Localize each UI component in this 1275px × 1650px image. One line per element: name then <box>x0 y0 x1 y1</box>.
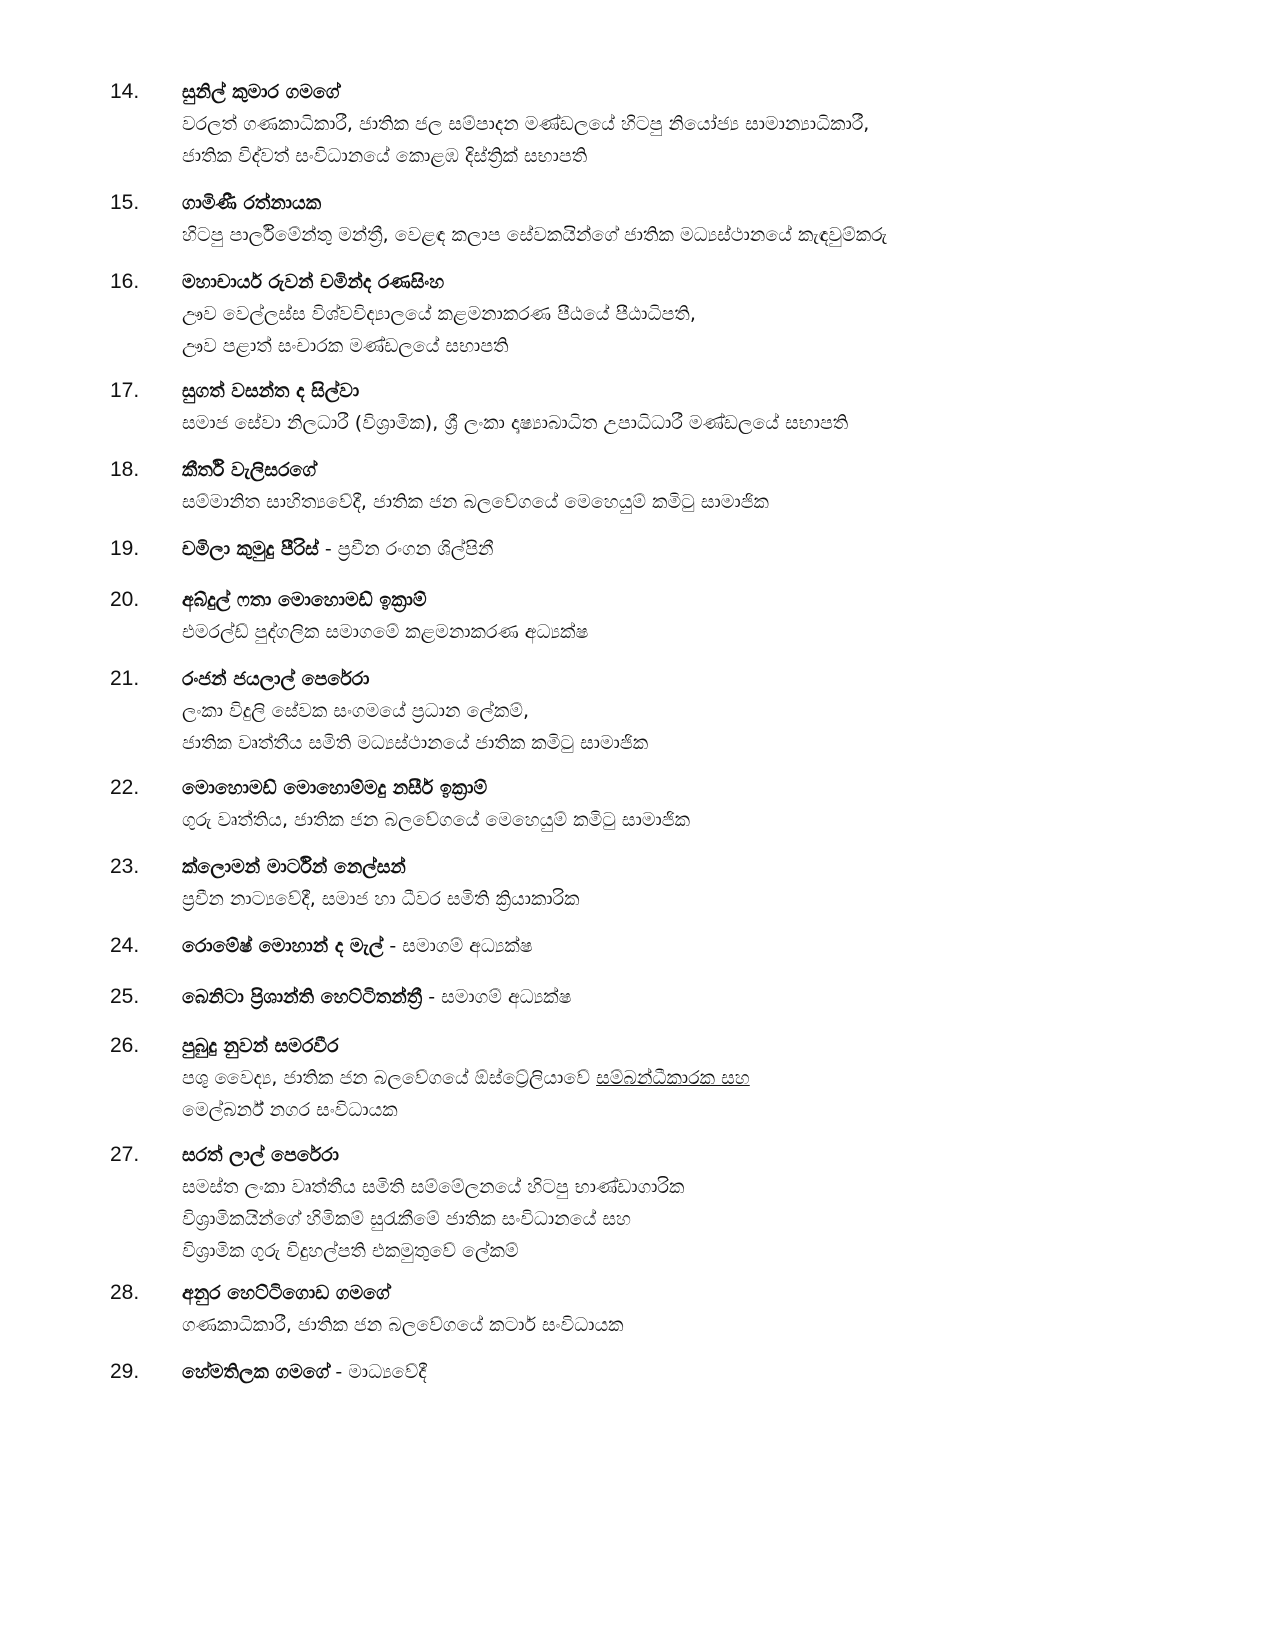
item-number: 14. <box>110 80 140 103</box>
person-name: චමිලා කුමුදු පීරිස් <box>182 538 319 560</box>
item-number: 29. <box>110 1360 140 1383</box>
person-name: බෙනිටා ප්‍රිශාන්ති හෙට්ටිතන්ත්‍රී <box>182 986 423 1008</box>
item-number: 23. <box>110 855 140 878</box>
description-line: පශු වෛද්‍ය, ජාතික ජන බලවේගයේ ඕස්ට්‍රේලියාවේ <box>182 1067 597 1089</box>
person-name: මොහොමඩ් මොහොම්මදු නසීර් ඉක්‍රාම් <box>182 777 488 799</box>
person-name: හේමතිලක ගමගේ <box>182 1361 330 1383</box>
item-number: 19. <box>110 537 140 560</box>
description-line: හිටපු පාර්ලිමේන්තු මන්ත්‍රී, වෙළඳ කලාප සේවකයින්ගේ ජාතික මධ්‍යස්ථානයේ කැඳවුම්කරු <box>182 224 888 246</box>
person-name: සුගත් වසන්ත ද සිල්වා <box>182 380 360 402</box>
description-line: ගුරු වෘත්තිය, ජාතික ජන බලවේගයේ මෙහෙයුම් කමිටු සාමාජික <box>182 809 691 831</box>
role-suffix: - මාධ්‍යවේදී <box>329 1361 427 1383</box>
description-line: ඌව පළාත් සංචාරක මණ්ඩලයේ සභාපති <box>182 335 509 357</box>
description-line: ප්‍රවීන නාට්‍යවේදී, සමාජ හා ධීවර සමිති ක්‍රියාකාරික <box>182 888 580 910</box>
description-line: ලංකා විදුලි සේවක සංගමයේ ප්‍රධාන ලේකම්, <box>182 700 530 722</box>
person-name: ක්ලොමන් මාර්ටින් නෙල්සන් <box>182 856 406 878</box>
item-number: 15. <box>110 191 140 214</box>
person-name: රංජන් ජයලාල් පෙරේරා <box>182 668 370 690</box>
underlined-text: සම්බන්ධීකාරක සහ <box>596 1067 750 1089</box>
item-number: 20. <box>110 588 140 611</box>
description-line: විශ්‍රාමික ගුරු විදුහල්පති එකමුතුවේ ලේකම් <box>182 1240 519 1262</box>
person-name: සුනිල් කුමාර ගමගේ <box>182 81 340 103</box>
role-suffix: - සමාගම් අධ්‍යක්ෂ <box>422 986 572 1008</box>
person-name: පුබුදු නුවන් සමරවීර <box>182 1035 339 1057</box>
role-suffix: - සමාගම් අධ්‍යක්ෂ <box>383 935 533 957</box>
person-name: රොමේෂ් මොහාන් ද මැල් <box>182 935 384 957</box>
item-number: 16. <box>110 270 140 293</box>
description-line: වරලත් ගණකාධිකාරී, ජාතික ජල සම්පාදන මණ්ඩලයේ හිටපු නියෝජ්‍ය සාමාන්‍යාධිකාරී, <box>182 113 870 135</box>
item-number: 27. <box>110 1143 140 1166</box>
role-suffix: - ප්‍රවීන රංගන ශිල්පිනී <box>318 538 494 560</box>
item-number: 25. <box>110 985 140 1008</box>
description-line: ගණකාධිකාරී, ජාතික ජන බලවේගයේ කටාර් සංවිධායක <box>182 1314 624 1336</box>
description-line: එමරල්ඩ් පුද්ගලික සමාගමේ කළමනාකරණ අධ්‍යක්ෂ <box>182 621 589 643</box>
person-name: කීර්ති වැලිසරගේ <box>182 459 317 481</box>
description-line: සම්මානිත සාහිත්‍යවේදී, ජාතික ජන බලවේගයේ මෙහෙයුම් කමිටු සාමාජික <box>182 491 769 513</box>
description-line: විශ්‍රාමිකයින්ගේ හිමිකම් සුරැකීමේ ජාතික සංවිධානයේ සහ <box>182 1208 631 1230</box>
person-name: අබ්දුල් ෆතා මොහොමඩ් ඉක්‍රාම් <box>182 589 427 611</box>
description-line: සමස්ත ලංකා වෘත්තීය සමිති සම්මේලනයේ හිටපු භාණ්ඩාගාරික <box>182 1176 685 1198</box>
person-name: අනුර හෙට්ටිගොඩ ගමගේ <box>182 1282 390 1304</box>
item-number: 21. <box>110 667 140 690</box>
item-number: 26. <box>110 1034 140 1057</box>
description-line: ඌව වෙල්ලස්ස විශ්වවිද්‍යාලයේ කළමනාකරණ පීඨයේ පීඨාධිපති, <box>182 303 696 325</box>
item-number: 22. <box>110 776 140 799</box>
person-name: මහාචාර්ය රුවන් චමින්ද රණසිංහ <box>182 271 445 293</box>
description-line: ජාතික වෘත්තීය සමිති මධ්‍යස්ථානයේ ජාතික කමිටු සාමාජික <box>182 732 649 754</box>
item-number: 24. <box>110 934 140 957</box>
description-line: ජාතික විද්වත් සංවිධානයේ කොළඹ දිස්ත්‍රික් සභාපති <box>182 145 588 167</box>
description-line: සමාජ සේවා නිලධාරී (විශ්‍රාමික), ශ්‍රී ලංකා දෘෂ්‍යාබාධිත උපාධිධාරී මණ්ඩලයේ සභාපති <box>182 412 849 434</box>
item-number: 18. <box>110 458 140 481</box>
person-name: සරත් ලාල් පෙරේරා <box>182 1144 339 1166</box>
description-line: මෙල්බර්න් නගර සංවිධායක <box>182 1099 398 1121</box>
person-name: ගාමිණී රත්නායක <box>182 192 322 214</box>
item-number: 17. <box>110 379 140 402</box>
item-number: 28. <box>110 1281 140 1304</box>
